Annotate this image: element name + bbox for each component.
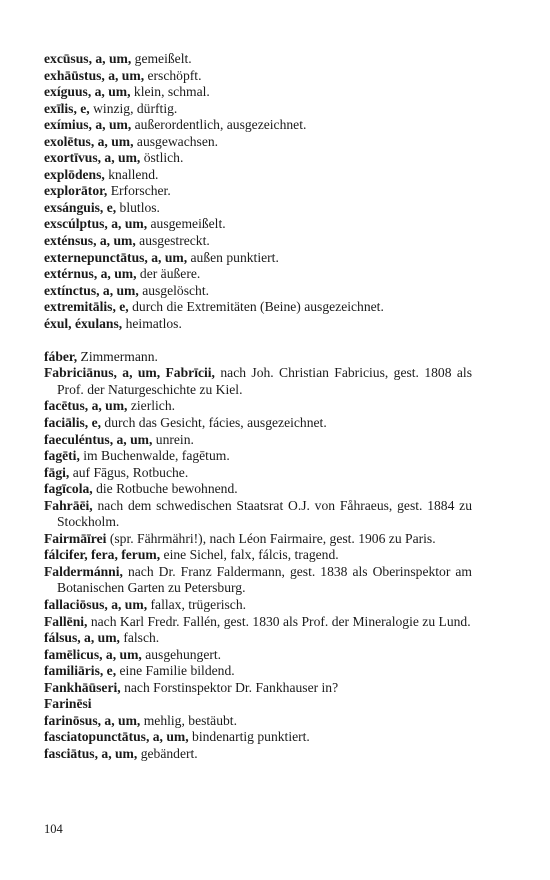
entry-lemma: faciālis, e,: [44, 414, 102, 430]
entry-lemma: excūsus, a, um,: [44, 51, 132, 66]
entry-lemma: famēlicus, a, um,: [44, 646, 142, 662]
entry-gloss: zierlich.: [130, 398, 176, 414]
dictionary-entry: [44, 647, 472, 664]
entry-lemma: fáber,: [44, 348, 78, 364]
entry-gloss: Zimmermann.: [80, 348, 158, 364]
entry-gloss: im Buchenwalde, fagētum.: [83, 448, 230, 464]
entry-lemma: fálsus, a, um,: [44, 630, 120, 646]
entry-gloss: ausgestreckt.: [139, 233, 210, 249]
dictionary-entry: [44, 465, 472, 482]
dictionary-entry: [44, 299, 472, 316]
dictionary-entry: [44, 597, 472, 614]
entry-gloss: nach Joh. Christian Fabricius, gest. 1808 als Prof. der Naturgeschichte zu Kiel.: [57, 365, 472, 397]
entry-gloss: heimatlos.: [125, 315, 182, 331]
dictionary-entry: [44, 398, 472, 415]
entry-gloss: ausgemeißelt.: [150, 216, 226, 232]
dictionary-entry: [44, 746, 472, 763]
entry-lemma: exténsus, a, um,: [44, 233, 136, 249]
dictionary-entry: [44, 200, 472, 217]
entry-lemma: farinōsus, a, um,: [44, 712, 141, 728]
dictionary-entry: [44, 663, 472, 680]
entry-lemma: exortīvus, a, um,: [44, 150, 141, 166]
entry-lemma: fálcifer, fera, ferum,: [44, 547, 161, 563]
dictionary-entry: [44, 84, 472, 101]
entry-lemma: externepunctātus, a, um,: [44, 249, 188, 265]
entry-lemma: familiāris, e,: [44, 663, 117, 679]
dictionary-entry: [44, 250, 472, 267]
dictionary-entry: [44, 365, 472, 398]
dictionary-entry: [44, 266, 472, 283]
entry-gloss: die Rotbuche bewohnend.: [96, 481, 238, 497]
dictionary-entry: [44, 233, 472, 250]
entry-gloss: durch die Extremitäten (Beine) ausgezeichnet.: [132, 299, 384, 315]
dictionary-entry: [44, 547, 472, 564]
entry-gloss: klein, schmal.: [133, 84, 210, 100]
entry-gloss: gemeißelt.: [134, 51, 192, 66]
section-gap: [44, 332, 472, 349]
entry-gloss: nach dem schwedischen Staatsrat O.J. von Fåhraeus, gest. 1884 zu Stockholm.: [57, 497, 472, 530]
entry-lemma: fasciātus, a, um,: [44, 745, 138, 761]
entry-lemma: éxul, éxulans,: [44, 315, 123, 331]
entry-gloss: außen punktiert.: [190, 249, 279, 265]
entry-gloss: (spr. Fährmähri!), nach Léon Fairmaire, gest. 1906 zu Paris.: [109, 530, 436, 546]
entry-lemma: extremitālis, e,: [44, 299, 129, 315]
entry-lemma: exscúlptus, a, um,: [44, 216, 148, 232]
entry-lemma: extérnus, a, um,: [44, 266, 137, 282]
dictionary-entry: [44, 101, 472, 118]
entry-gloss: ausgelöscht.: [142, 282, 210, 298]
page-number: 104: [44, 822, 63, 836]
entry-lemma: exsánguis, e,: [44, 199, 117, 215]
entry-gloss: ausgehungert.: [145, 646, 222, 662]
dictionary-entry: [44, 481, 472, 498]
entry-gloss: östlich.: [143, 150, 184, 166]
entry-lemma: extínctus, a, um,: [44, 282, 139, 298]
entry-gloss: unrein.: [155, 431, 194, 447]
dictionary-entry: [44, 614, 472, 631]
dictionary-entry: [44, 167, 472, 184]
entry-lemma: explōdens,: [44, 166, 105, 182]
dictionary-entry: [44, 696, 472, 713]
entry-gloss: nach Karl Fredr. Fallén, gest. 1830 als Prof. der Mineralogie zu Lund.: [90, 613, 471, 629]
dictionary-entry: [44, 216, 472, 233]
entry-gloss: Erforscher.: [110, 183, 171, 199]
dictionary-entry: [44, 183, 472, 200]
entry-lemma: fāgi,: [44, 464, 70, 480]
dictionary-entry: [44, 729, 472, 746]
entry-lemma: explorātor,: [44, 183, 108, 199]
dictionary-entry: [44, 150, 472, 167]
dictionary-entry: [44, 349, 472, 366]
entry-lemma: exhāūstus, a, um,: [44, 67, 145, 83]
entry-gloss: mehlig, bestäubt.: [143, 712, 237, 728]
entry-lemma: fagēti,: [44, 448, 80, 464]
dictionary-entry: [44, 316, 472, 333]
entry-lemma: Fankhāūseri,: [44, 679, 121, 695]
entry-gloss: winzig, dürftig.: [93, 100, 178, 116]
entry-gloss: gebändert.: [140, 745, 198, 761]
entry-list: [44, 51, 472, 762]
entry-gloss: eine Sichel, falx, fálcis, tragend.: [163, 547, 339, 563]
dictionary-entry: [44, 51, 472, 68]
dictionary-entry: [44, 498, 472, 531]
entry-gloss: bindenartig punktiert.: [192, 729, 310, 745]
entry-lemma: Fahrāēi,: [44, 497, 93, 513]
dictionary-entry: [44, 68, 472, 85]
entry-gloss: blutlos.: [119, 199, 160, 215]
entry-gloss: eine Familie bildend.: [119, 663, 235, 679]
dictionary-entry: [44, 432, 472, 449]
dictionary-entry: [44, 630, 472, 647]
entry-lemma: fagīcola,: [44, 481, 93, 497]
entry-gloss: falsch.: [123, 630, 160, 646]
dictionary-entry: [44, 134, 472, 151]
entry-lemma: faeculéntus, a, um,: [44, 431, 153, 447]
entry-gloss: fallax, trügerisch.: [150, 597, 247, 612]
entry-lemma: exímius, a, um,: [44, 117, 132, 133]
dictionary-entry: [44, 713, 472, 730]
entry-lemma: exolētus, a, um,: [44, 133, 134, 149]
entry-lemma: fasciatopunctātus, a, um,: [44, 729, 189, 745]
entry-lemma: Farinēsi: [44, 696, 92, 712]
entry-gloss: auf Fāgus, Rotbuche.: [72, 464, 189, 480]
entry-gloss: außerordentlich, ausgezeichnet.: [134, 117, 307, 133]
dictionary-entry: [44, 531, 472, 548]
entry-lemma: facētus, a, um,: [44, 398, 128, 414]
entry-gloss: ausgewachsen.: [136, 133, 219, 149]
dictionary-entry: [44, 415, 472, 432]
dictionary-entry: [44, 448, 472, 465]
entry-lemma: Fallēni,: [44, 613, 88, 629]
dictionary-entry: [44, 680, 472, 697]
entry-gloss: knallend.: [108, 166, 159, 182]
dictionary-entry: [44, 117, 472, 134]
entry-gloss: durch das Gesicht, fácies, ausgezeichnet.: [104, 414, 327, 430]
entry-lemma: Faldermánni,: [44, 563, 123, 579]
entry-lemma: Fabriciānus, a, um, Fabrīcii,: [44, 365, 215, 381]
entry-gloss: erschöpft.: [147, 67, 202, 83]
dictionary-entry: [44, 283, 472, 300]
entry-lemma: fallaciōsus, a, um,: [44, 597, 148, 612]
entry-lemma: exíguus, a, um,: [44, 84, 131, 100]
entry-gloss: der äußere.: [139, 266, 201, 282]
entry-lemma: exīlis, e,: [44, 100, 90, 116]
dictionary-entry: [44, 564, 472, 597]
entry-gloss: nach Dr. Franz Faldermann, gest. 1838 als Oberinspektor am Botanischen Garten zu Petersburg.: [57, 563, 473, 596]
entry-lemma: Fairmāīrei: [44, 530, 107, 546]
entry-gloss: nach Forstinspektor Dr. Fankhauser in?: [124, 679, 339, 695]
